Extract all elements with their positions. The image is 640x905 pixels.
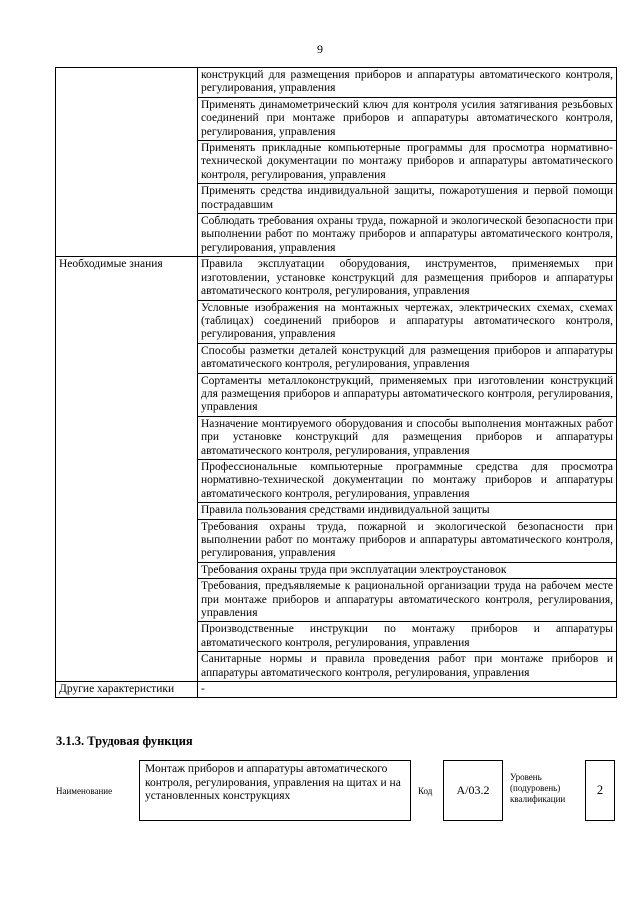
row-requirement: Правила эксплуатации оборудования, инструментов, применяемых при изготовлении, установке конструкций для размещения приборов и аппаратуры автоматического контроля, регулирования, управления <box>198 257 617 300</box>
row-category <box>56 68 198 257</box>
labor-function-header <box>56 760 616 822</box>
row-requirement: Применять динамометрический ключ для контроля усилия затягивания резьбовых соединений при монтаже приборов и аппаратуры автоматического контроля, регулирования, управления <box>198 97 617 140</box>
table-row <box>56 257 617 300</box>
row-requirement: Сортаменты металлоконструкций, применяемых при изготовлении конструкций для размещения приборов и аппаратуры автоматического контроля, регулирования, управления <box>198 373 617 416</box>
code-label: Код <box>418 786 433 796</box>
row-requirement: Применять прикладные компьютерные программы для просмотра нормативно-технической документации по монтажу приборов и аппаратуры автоматического контроля, регулирования, управления <box>198 141 617 184</box>
row-requirement: Правила пользования средствами индивидуальной защиты <box>198 503 617 519</box>
row-requirement: Требования, предъявляемые к рациональной организации труда на рабочем месте при монтаже приборов и аппаратуры автоматического контроля, регулирования, управления <box>198 579 617 622</box>
row-requirement: Требования охраны труда при эксплуатации электроустановок <box>198 562 617 578</box>
row-category: Необходимые знания <box>56 257 198 682</box>
name-value: Монтаж приборов и аппаратуры автоматического контроля, регулирования, управления на щитах и на установленных конструкциях <box>139 760 411 821</box>
level-value: 2 <box>585 760 615 821</box>
row-requirement: конструкций для размещения приборов и аппаратуры автоматического контроля, регулирования, управления <box>198 68 617 98</box>
section-title: 3.1.3. Трудовая функция <box>56 734 193 748</box>
row-requirement: Санитарные нормы и правила проведения работ при монтаже приборов и аппаратуры автоматического контроля, регулирования, управления <box>198 652 617 682</box>
skills-knowledge-table <box>55 67 617 698</box>
row-requirement: - <box>198 682 617 698</box>
row-requirement: Производственные инструкции по монтажу приборов и аппаратуры автоматического контроля, регулирования, управления <box>198 622 617 652</box>
table-row <box>56 68 617 98</box>
row-requirement: Применять средства индивидуальной защиты, пожаротушения и первой помощи пострадавшим <box>198 184 617 214</box>
code-value: А/03.2 <box>443 760 503 821</box>
row-category: Другие характеристики <box>56 682 198 698</box>
name-label: Наименование <box>56 786 113 796</box>
level-label: Уровень (подуровень) квалификации <box>510 772 566 804</box>
row-requirement: Соблюдать требования охраны труда, пожарной и экологической безопасности при выполнении работ по монтажу приборов и аппаратуры автоматического контроля, регулирования, управления <box>198 214 617 257</box>
row-requirement: Назначение монтируемого оборудования и способы выполнения монтажных работ при установке конструкций для размещения приборов и аппаратуры автоматического контроля, регулирования, управления <box>198 416 617 459</box>
row-requirement: Способы разметки деталей конструкций для размещения приборов и аппаратуры автоматического контроля, регулирования, управления <box>198 343 617 373</box>
row-requirement: Условные изображения на монтажных чертежах, электрических схемах, схемах (таблицах) соединений приборов и аппаратуры автоматического контроля, регулирования, управления <box>198 300 617 343</box>
row-requirement: Требования охраны труда, пожарной и экологической безопасности при выполнении работ по монтажу приборов и аппаратуры автоматического контроля, регулирования, управления <box>198 519 617 562</box>
page-number: 9 <box>317 42 323 56</box>
row-requirement: Профессиональные компьютерные программные средства для просмотра нормативно-технической документации по монтажу приборов и аппаратуры автоматического контроля, регулирования, управления <box>198 459 617 502</box>
table-row <box>56 682 617 698</box>
